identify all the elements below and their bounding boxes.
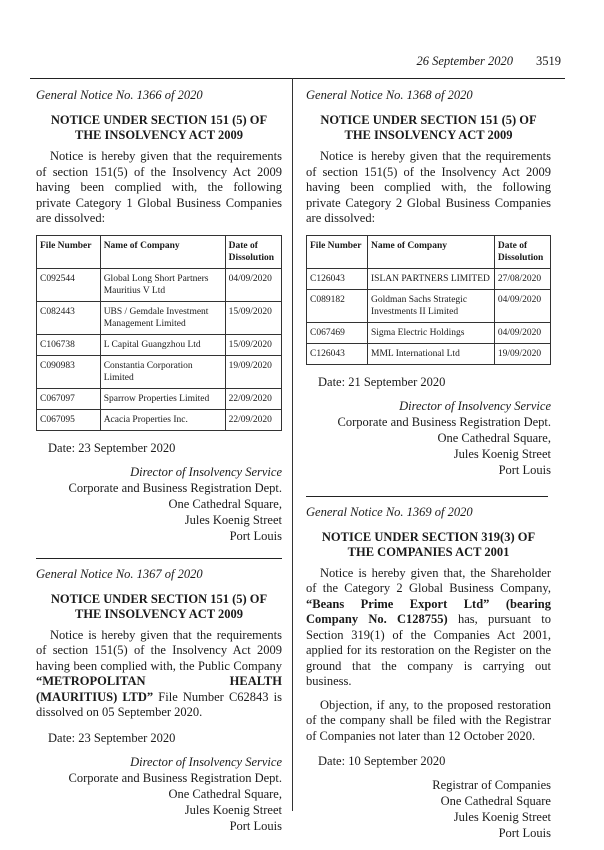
dissolution-date-cell: 22/09/2020 — [225, 409, 281, 430]
notice-title: NOTICE UNDER SECTION 319(3) OF THE COMPANIES ACT 2001 — [321, 529, 536, 559]
file-number-cell: C089182 — [307, 289, 368, 322]
address-line: Jules Koenig Street — [453, 446, 551, 461]
notice-title: NOTICE UNDER SECTION 151 (5) OF THE INSOLVENCY ACT 2009 — [50, 113, 268, 142]
address-line: Corporate and Business Registration Dept. — [68, 770, 282, 785]
address-line: Port Louis — [498, 826, 551, 840]
notice-date: Date: 23 September 2020 — [48, 440, 176, 455]
address-line: Jules Koenig Street — [184, 802, 282, 817]
table-row — [307, 289, 551, 322]
dissolution-date-cell: 04/09/2020 — [225, 268, 281, 301]
notice-label: General Notice No. 1368 of 2020 — [306, 88, 473, 102]
file-number-cell: C067095 — [37, 409, 101, 430]
table-header-row — [37, 235, 282, 268]
company-name-cell: Constantia Corporation Limited — [100, 355, 225, 388]
notice-title: NOTICE UNDER SECTION 151 (5) OF THE INSOLVENCY ACT 2009 — [50, 591, 268, 621]
company-name-cell: Acacia Properties Inc. — [100, 409, 225, 430]
column-header: File Number — [37, 235, 101, 268]
address-line: Corporate and Business Registration Dept. — [337, 414, 551, 429]
column-header: Date of Dissolution — [494, 235, 550, 268]
signatory-title: Director of Insolvency Service — [130, 464, 282, 479]
file-number-cell: C126043 — [307, 268, 368, 289]
left-column — [36, 82, 282, 834]
notice-1366 — [36, 88, 282, 544]
address-line: One Cathedral Square, — [168, 786, 282, 801]
address-line: Corporate and Business Registration Dept. — [68, 480, 282, 495]
signatory-title: Director of Insolvency Service — [399, 398, 551, 413]
gazette-date: 26 September 2020 — [416, 54, 513, 68]
file-number-cell: C106738 — [37, 334, 101, 355]
notice-separator — [36, 558, 282, 559]
signature-block — [36, 464, 282, 544]
signature-block — [306, 398, 551, 478]
address-line: Port Louis — [229, 528, 282, 543]
table-row — [307, 268, 551, 289]
signature-block — [36, 754, 282, 834]
dissolution-date-cell: 15/09/2020 — [225, 301, 281, 334]
dissolution-date-cell: 04/09/2020 — [494, 289, 550, 322]
dissolution-table — [306, 235, 551, 365]
column-divider — [292, 78, 293, 811]
notice-separator — [306, 496, 548, 497]
file-number-cell: C126043 — [307, 343, 368, 364]
column-header: File Number — [307, 235, 368, 268]
file-number-cell: C067097 — [37, 388, 101, 409]
file-number-cell: C082443 — [37, 301, 101, 334]
notice-body: Notice is hereby given that the requirements of section 151(5) of the Insolvency Act 2009 having been complied with, the following private Category 2 Global Business Companies are dissolved: — [306, 149, 551, 225]
table-row — [307, 322, 551, 343]
page-number: 3519 — [536, 54, 561, 68]
company-name-cell: Sparrow Properties Limited — [100, 388, 225, 409]
address-line: One Cathedral Square — [440, 794, 551, 808]
address-line: Port Louis — [229, 818, 282, 833]
table-row — [37, 334, 282, 355]
notice-title: NOTICE UNDER SECTION 151 (5) OF THE INSOLVENCY ACT 2009 — [320, 113, 537, 142]
company-name-cell: Sigma Electric Holdings — [368, 322, 495, 343]
right-column — [306, 82, 551, 841]
address-line: Jules Koenig Street — [453, 810, 551, 824]
company-name-cell: Global Long Short Partners Mauritius V Ltd — [100, 268, 225, 301]
signatory-title: Registrar of Companies — [432, 778, 551, 792]
page-header — [30, 50, 565, 79]
column-header: Name of Company — [100, 235, 225, 268]
notice-label: General Notice No. 1366 of 2020 — [36, 88, 203, 102]
notice-date: Date: 21 September 2020 — [318, 374, 446, 389]
dissolution-date-cell: 22/09/2020 — [225, 388, 281, 409]
signatory-title: Director of Insolvency Service — [130, 754, 282, 769]
notice-label: General Notice No. 1367 of 2020 — [36, 566, 203, 581]
file-number-cell: C092544 — [37, 268, 101, 301]
company-name-cell: Goldman Sachs Strategic Investments II Limited — [368, 289, 495, 322]
notice-date: Date: 10 September 2020 — [318, 754, 446, 768]
signature-block — [306, 777, 551, 841]
dissolution-date-cell: 19/09/2020 — [225, 355, 281, 388]
table-row — [37, 268, 282, 301]
dissolution-date-cell: 19/09/2020 — [494, 343, 550, 364]
address-line: Port Louis — [498, 462, 551, 477]
table-row — [37, 409, 282, 430]
notice-1369 — [306, 505, 551, 842]
notice-label: General Notice No. 1369 of 2020 — [306, 504, 473, 519]
notice-body: Notice is hereby given that, the Shareholder of the Category 2 Global Business Company, “Beans Prime Export Ltd” (bearing Company No. C128755) has, pursuant to Section 319(1) of the Companies Act 2001, applied for its restoration on the Register on the ground that the company is carrying out business. — [306, 565, 551, 688]
notice-1368 — [306, 88, 551, 478]
address-line: One Cathedral Square, — [168, 496, 282, 511]
table-row — [37, 301, 282, 334]
dissolution-date-cell: 15/09/2020 — [225, 334, 281, 355]
table-header-row — [307, 235, 551, 268]
company-name-cell: UBS / Gemdale Investment Management Limited — [100, 301, 225, 334]
address-line: One Cathedral Square, — [437, 430, 551, 445]
dissolution-date-cell: 04/09/2020 — [494, 322, 550, 343]
company-name: “METROPOLITAN HEALTH (MAURITIUS) LTD” — [36, 674, 282, 704]
file-number-cell: C090983 — [37, 355, 101, 388]
column-header: Date of Dissolution — [225, 235, 281, 268]
notice-body: Notice is hereby given that the requirements of section 151(5) of the Insolvency Act 2009 having been complied with, the following private Category 1 Global Business Companies are dissolved: — [36, 149, 282, 225]
company-name-cell: L Capital Guangzhou Ltd — [100, 334, 225, 355]
company-name-cell: ISLAN PARTNERS LIMITED — [368, 268, 495, 289]
table-row — [37, 355, 282, 388]
dissolution-table — [36, 235, 282, 431]
address-line: Jules Koenig Street — [184, 512, 282, 527]
notice-1367 — [36, 567, 282, 834]
notice-body: Objection, if any, to the proposed restoration of the company shall be filed with the Registrar of Companies not later than 12 October 2020. — [306, 697, 551, 743]
dissolution-date-cell: 27/08/2020 — [494, 268, 550, 289]
table-row — [37, 388, 282, 409]
file-number-cell: C067469 — [307, 322, 368, 343]
table-row — [307, 343, 551, 364]
notice-date: Date: 23 September 2020 — [48, 730, 176, 745]
notice-body: Notice is hereby given that the requirements of section 151(5) of the Insolvency Act 2009 having been complied with, the Public Company “METROPOLITAN HEALTH (MAURITIUS) LTD” File Number C62843 is dissolved on 05 September 2020. — [36, 627, 282, 719]
company-name: “Beans Prime Export Ltd” (bearing Company No. C128755) — [306, 596, 551, 626]
column-header: Name of Company — [368, 235, 495, 268]
company-name-cell: MML International Ltd — [368, 343, 495, 364]
